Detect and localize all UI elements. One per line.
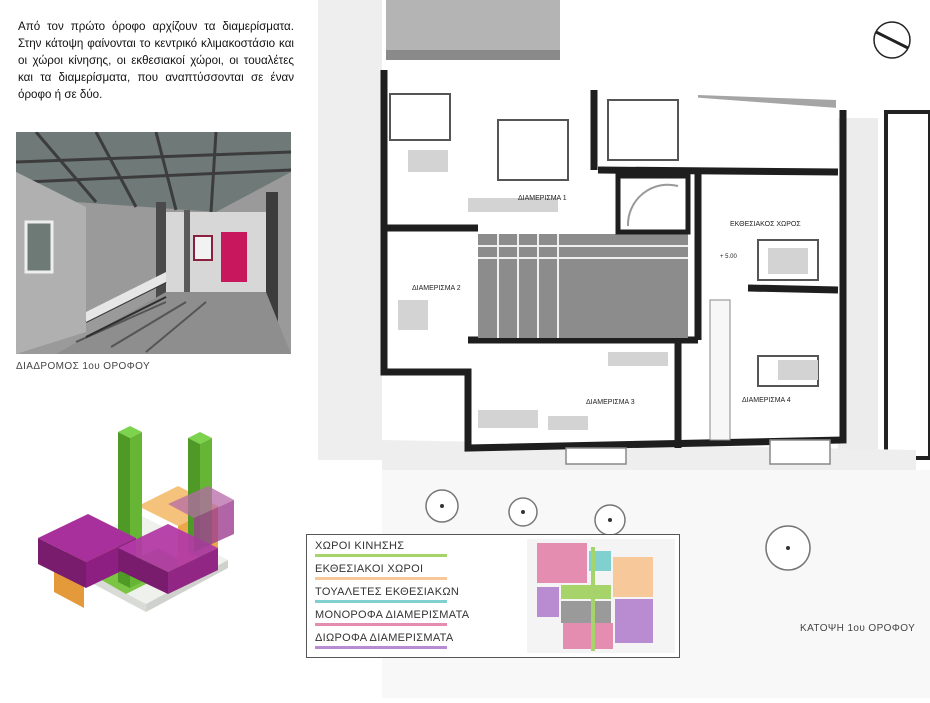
label-exhibition: ΕΚΘΕΣΙΑΚΟΣ ΧΩΡΟΣ [730, 221, 801, 228]
legend-box [306, 534, 680, 658]
legend-bar-circulation [315, 554, 447, 557]
legend-label-single-storey: ΜΟΝΟΡΟΦΑ ΔΙΑΜΕΡΙΣΜΑΤΑ [315, 609, 470, 621]
legend-label-toilets: ΤΟΥΑΛΕΤΕΣ ΕΚΘΕΣΙΑΚΩΝ [315, 586, 460, 598]
legend-bar-single-storey [315, 623, 447, 626]
plan-caption: ΚΑΤΟΨΗ 1ου ΟΡΟΦΟΥ [800, 623, 916, 634]
label-apt2: ΔΙΑΜΕΡΙΣΜΑ 2 [412, 285, 461, 292]
label-apt4: ΔΙΑΜΕΡΙΣΜΑ 4 [742, 397, 791, 404]
legend-label-exhibition: ΕΚΘΕΣΙΑΚΟΙ ΧΩΡΟΙ [315, 563, 424, 575]
intro-paragraph: Από τον πρώτο όροφο αρχίζουν τα διαμερίσματα. Στην κάτοψη φαίνονται το κεντρικό κλιμακοστάσιο και οι χώροι κίνησης, οι εκθεσιακοί χώροι, οι τουαλέτες και τα διαμερίσματα, που αναπτύσσονται σε έναν όροφο ή σε δύο. [18, 20, 294, 101]
legend-label-duplex: ΔΙΩΡΟΦΑ ΔΙΑΜΕΡΙΣΜΑΤΑ [315, 632, 454, 644]
photo-caption: ΔΙΑΔΡΟΜΟΣ 1ου ΟΡΟΦΟΥ [16, 361, 151, 372]
label-level: + 5.00 [720, 254, 737, 260]
massing-diagram [18, 388, 244, 644]
legend-mini-plan [527, 539, 675, 653]
legend-bar-toilets [315, 600, 447, 603]
legend-bar-exhibition [315, 577, 447, 580]
legend-bar-duplex [315, 646, 447, 649]
legend-label-circulation: ΧΩΡΟΙ ΚΙΝΗΣΗΣ [315, 540, 405, 552]
label-apt1: ΔΙΑΜΕΡΙΣΜΑ 1 [518, 195, 567, 202]
label-apt3: ΔΙΑΜΕΡΙΣΜΑ 3 [586, 399, 635, 406]
corridor-render-image [16, 132, 291, 354]
